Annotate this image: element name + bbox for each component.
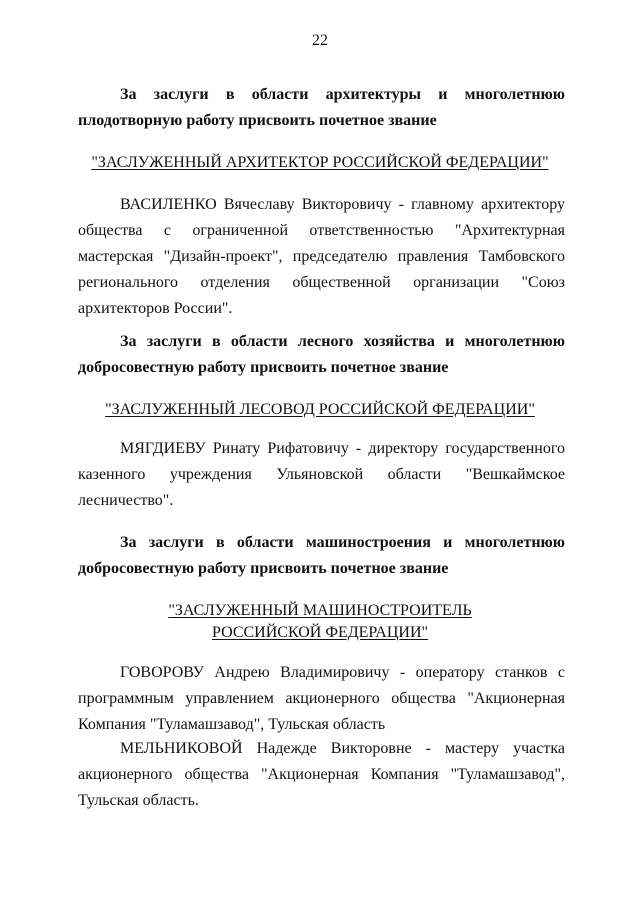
recipient-govorov: ГОВОРОВУ Андрею Владимировичу - оператору станков с программным управлением акционерного общества "Акционерная Компания "Туламашзавод", Тульская область bbox=[78, 664, 565, 733]
recipient-vasilenko: ВАСИЛЕНКО Вячеславу Викторовичу - главному архитектору общества с ограниченной ответственностью "Архитектурная мастерская "Дизайн-проект", председателю правления Тамбовского регионального отделения общественной организации "Союз архитекторов России". bbox=[78, 196, 565, 317]
award-title-line: "ЗАСЛУЖЕННЫЙ МАШИНОСТРОИТЕЛЬ bbox=[168, 602, 472, 619]
recipient-myagdiev: МЯГДИЕВУ Ринату Рифатовичу - директору государственного казенного учреждения Ульяновской области "Вешкаймское лесничество". bbox=[78, 440, 565, 509]
award-title-machine-builder bbox=[0, 600, 640, 644]
award-title-architect bbox=[0, 152, 640, 174]
award-title-line: "ЗАСЛУЖЕННЫЙ ЛЕСОВОД РОССИЙСКОЙ ФЕДЕРАЦИИ" bbox=[105, 401, 535, 418]
award-intro-architecture: За заслуги в области архитектуры и многолетнюю плодотворную работу присвоить почетное звание bbox=[78, 86, 565, 129]
award-title-line: "ЗАСЛУЖЕННЫЙ АРХИТЕКТОР РОССИЙСКОЙ ФЕДЕРАЦИИ" bbox=[91, 154, 549, 171]
award-intro-forestry: За заслуги в области лесного хозяйства и многолетнюю добросовестную работу присвоить почетное звание bbox=[78, 333, 565, 376]
award-title-line: РОССИЙСКОЙ ФЕДЕРАЦИИ" bbox=[211, 624, 429, 641]
award-title-forester bbox=[0, 399, 640, 421]
award-intro-machinebuilding: За заслуги в области машиностроения и многолетнюю добросовестную работу присвоить почетное звание bbox=[78, 534, 565, 577]
page-number: 22 bbox=[312, 32, 328, 49]
recipient-melnikova: МЕЛЬНИКОВОЙ Надежде Викторовне - мастеру участка акционерного общества "Акционерная Компания "Туламашзавод", Тульская область. bbox=[78, 740, 565, 809]
